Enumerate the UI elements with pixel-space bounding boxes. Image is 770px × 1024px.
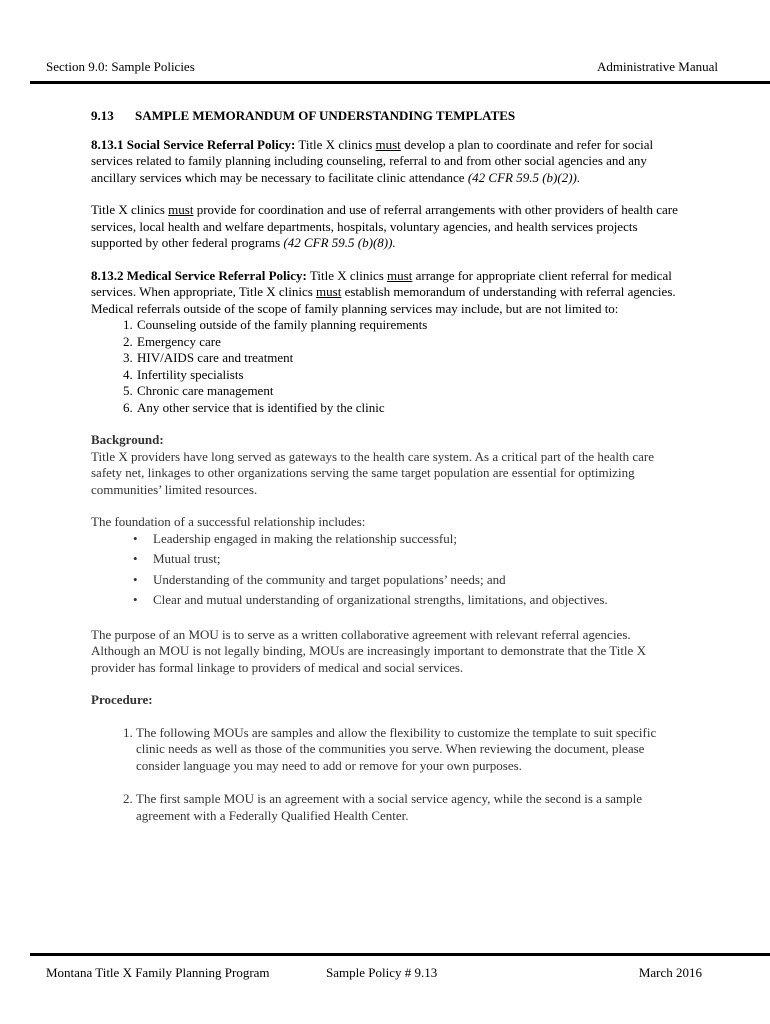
list-item: 2. Emergency care — [136, 334, 681, 351]
footer-date: March 2016 — [638, 965, 702, 980]
section-title-text: SAMPLE MEMORANDUM OF UNDERSTANDING TEMPLATES — [135, 108, 516, 123]
list-item: • Leadership engaged in making the relationship successful; — [153, 531, 681, 548]
section-title — [91, 108, 681, 125]
medical-referral-list — [91, 317, 681, 416]
social-policy-paragraph: 8.13.1 Social Service Referral Policy: Title X clinics must develop a plan to coordinate and refer for social services related to family planning including counseling, referral to and from other social agencies and any ancillary services which may be necessary to facilitate clinic attendance (42 CFR 59.5 (b)(2)). — [91, 136, 654, 185]
medical-policy-paragraph: 8.13.2 Medical Service Referral Policy: Title X clinics must arrange for appropriate client referral for medical services. When appropriate, Title X clinics must establish memorandum of understanding with referral agencies. Medical referrals outside of the scope of family planning services may include, but are not limited to: — [91, 267, 676, 316]
mou-purpose-paragraph: The purpose of an MOU is to serve as a written collaborative agreement with relevant referral agencies. Although an MOU is not legally binding, MOUs are increasingly important to demonstrate that the Title X provider has formal linkage to providers of medical and social services. — [91, 626, 646, 675]
list-item: • Understanding of the community and target populations’ needs; and — [153, 572, 681, 589]
must-emphasis: must — [387, 267, 413, 283]
background-paragraph: Title X providers have long served as gateways to the health care system. As a critical part of the health care safety net, linkages to other organizations serving the same target population are essential for optimizing communities’ limited resources. — [91, 448, 655, 497]
header-divider — [30, 81, 770, 84]
foundation-intro: The foundation of a successful relationship includes: — [91, 514, 366, 529]
section-number: 9.13 — [91, 108, 114, 123]
list-item: 3. HIV/AIDS care and treatment — [136, 350, 681, 367]
list-item: 2. The first sample MOU is an agreement with a social service agency, while the second is a sample agreement with a Federally Qualified Health Center. — [136, 791, 681, 824]
list-item: 6. Any other service that is identified by the clinic — [136, 400, 681, 417]
background-section — [91, 432, 681, 824]
procedure-list — [91, 725, 681, 825]
must-emphasis: must — [168, 202, 194, 217]
citation: (42 CFR 59.5 (b)(8)). — [283, 235, 396, 250]
footer-program: Montana Title X Family Planning Program — [46, 965, 270, 980]
background-heading: Background: — [91, 432, 164, 447]
header-section-label: Section 9.0: Sample Policies — [46, 59, 195, 74]
list-item: 4. Infertility specialists — [136, 367, 681, 384]
footer-divider — [30, 953, 770, 956]
must-emphasis: must — [316, 284, 342, 299]
procedure-heading: Procedure: — [91, 692, 153, 707]
list-item: 1. The following MOUs are samples and allow the flexibility to customize the template to suit specific clinic needs as well as those of the communities you serve. When reviewing the document, please consider language you may need to add or remove for your own purposes. — [136, 725, 681, 775]
list-item: • Clear and mutual understanding of organizational strengths, limitations, and objectives. — [153, 592, 681, 609]
list-item: • Mutual trust; — [153, 551, 681, 568]
citation: (42 CFR 59.5 (b)(2)). — [467, 169, 581, 185]
must-emphasis: must — [375, 136, 401, 152]
medical-policy-heading: 8.13.2 Medical Service Referral Policy: — [91, 267, 307, 283]
coordination-paragraph: Title X clinics must provide for coordination and use of referral arrangements with other providers of health care services, local health and welfare departments, hospitals, voluntary agencies, and health services projects supported by other federal programs (42 CFR 59.5 (b)(8)). — [91, 202, 678, 250]
foundation-bullet-list — [91, 531, 681, 609]
footer-policy-number: Sample Policy # 9.13 — [326, 965, 438, 980]
social-policy-heading: 8.13.1 Social Service Referral Policy: — [91, 136, 296, 152]
list-item: 1. Counseling outside of the family planning requirements — [136, 317, 681, 334]
list-item: 5. Chronic care management — [136, 383, 681, 400]
header-manual-label: Administrative Manual — [597, 59, 718, 74]
document-body — [91, 108, 681, 841]
